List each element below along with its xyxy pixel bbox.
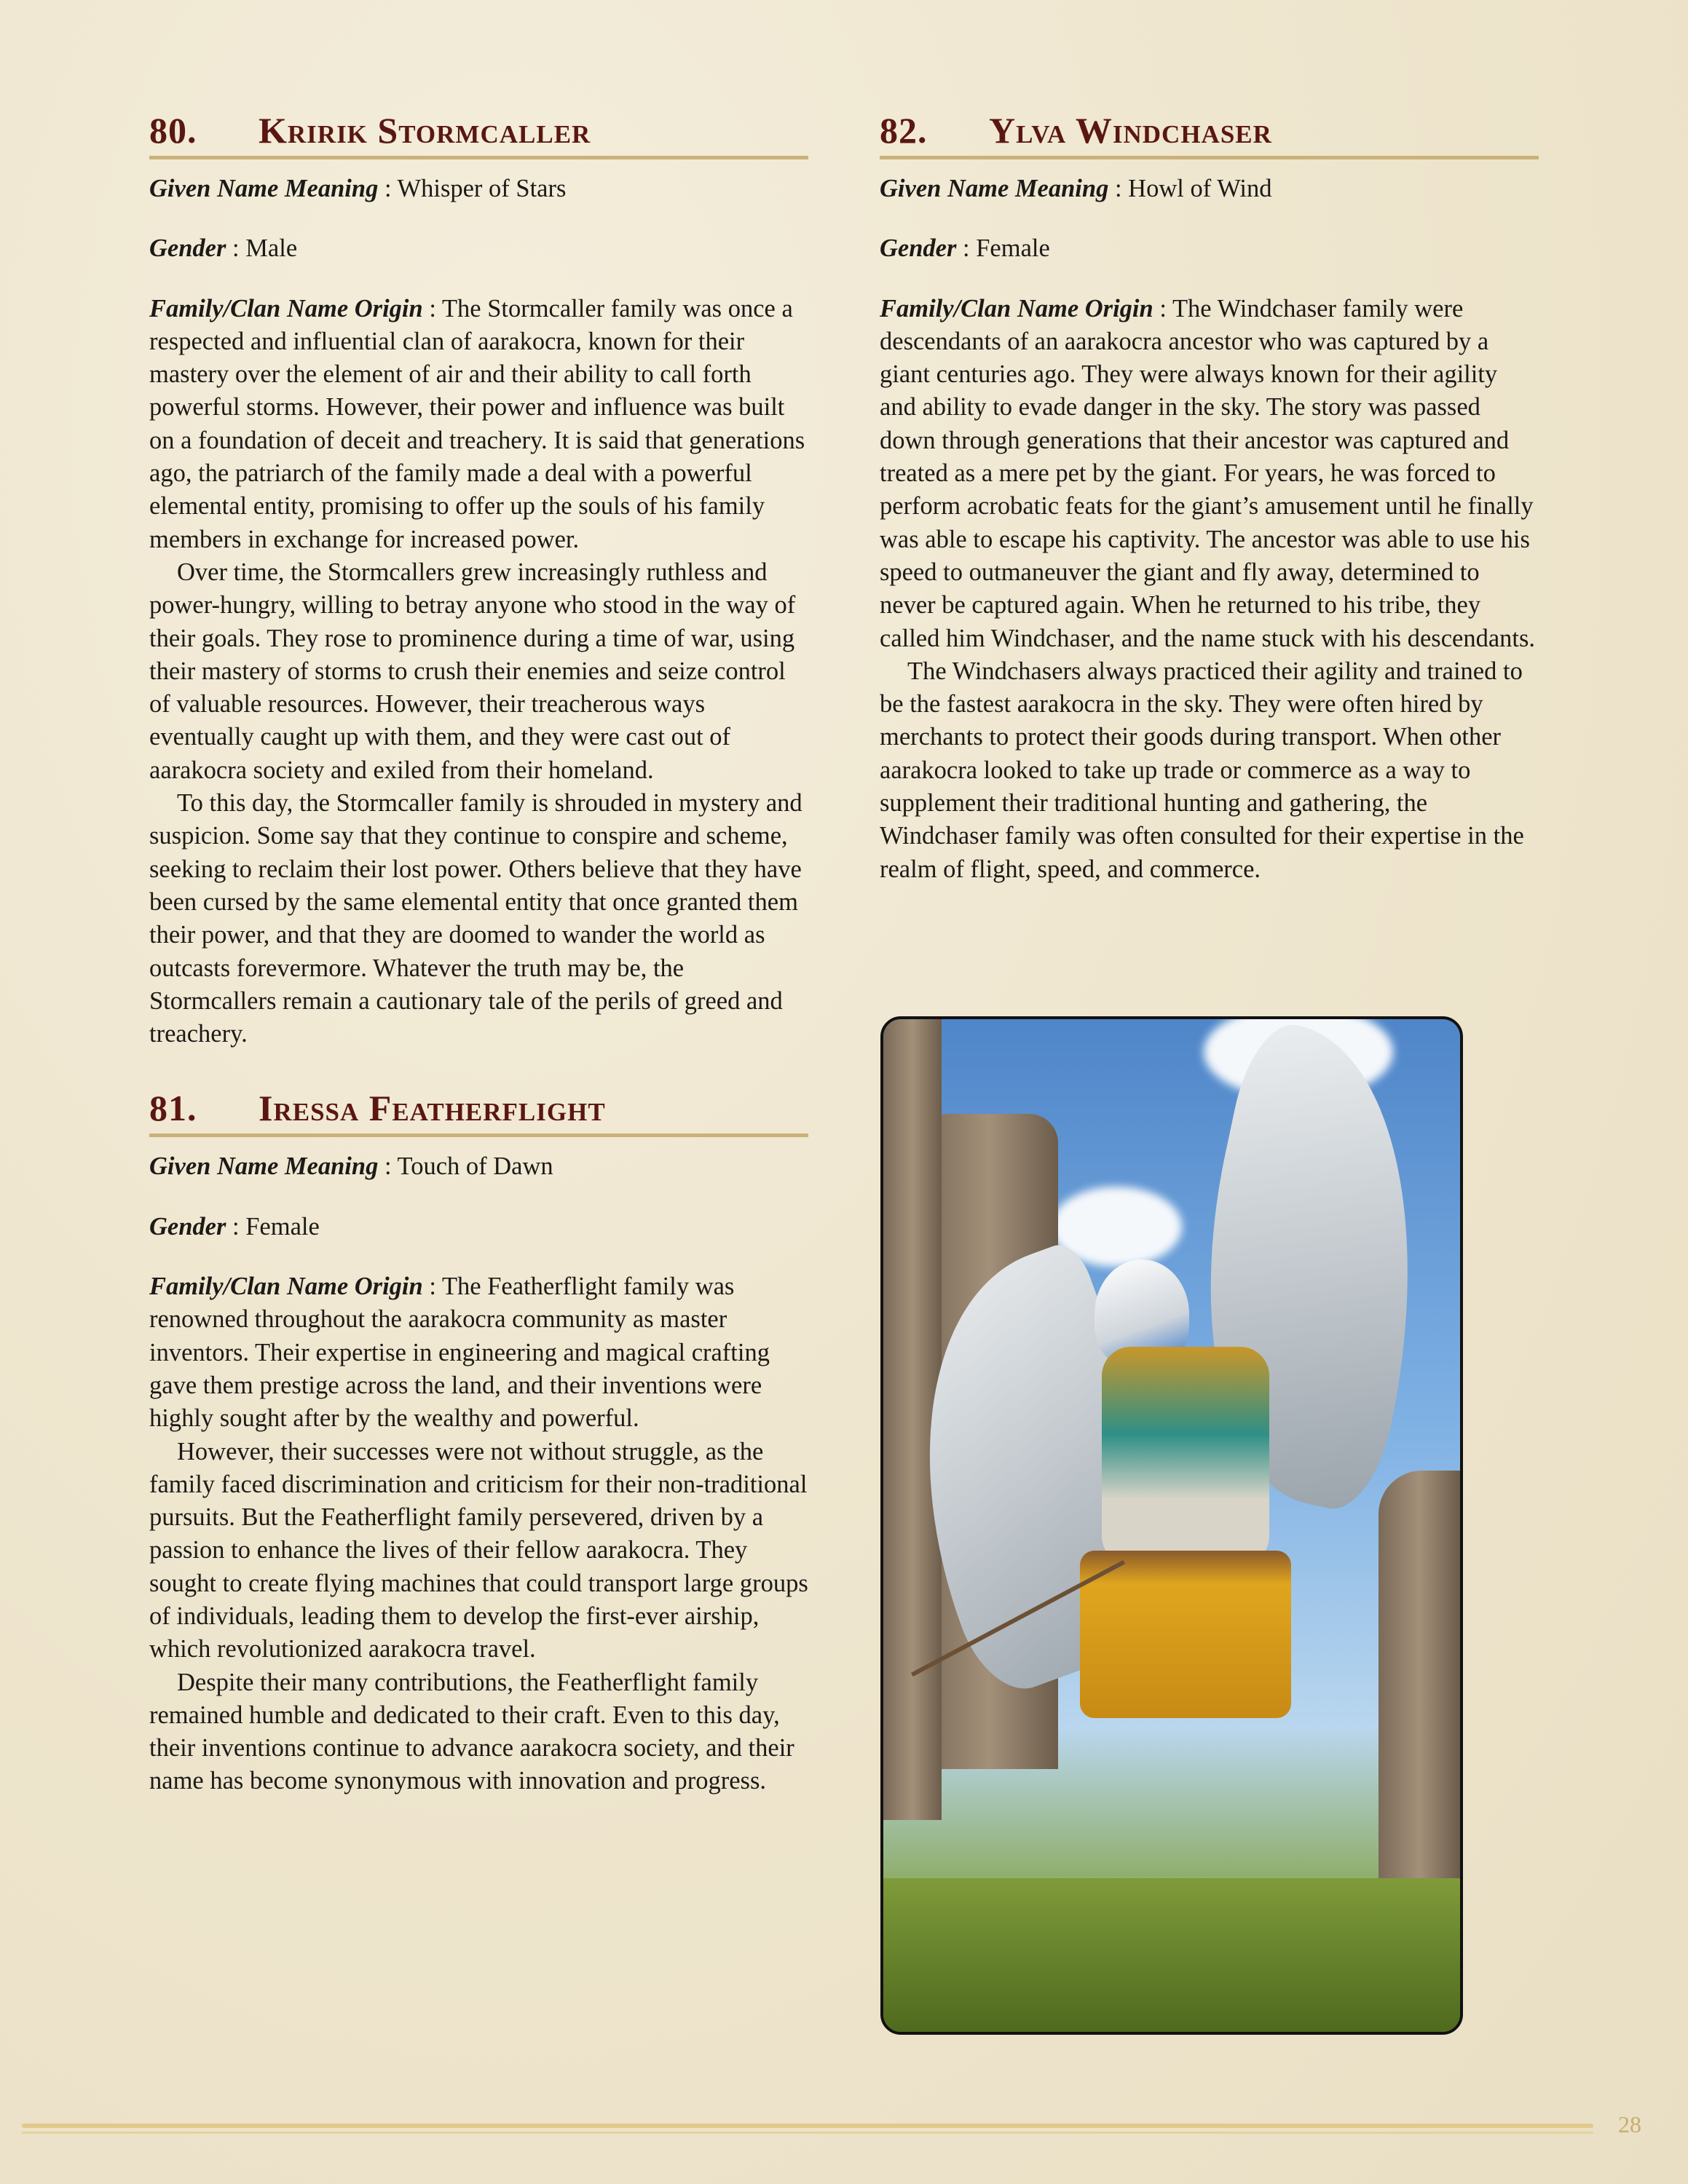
bird-torso	[1102, 1347, 1269, 1565]
grass	[883, 1878, 1460, 2032]
right-column	[880, 109, 1539, 886]
gender-field: Gender : Female	[880, 234, 1050, 263]
entry-number: 80.	[149, 110, 197, 151]
footer-ornament-line	[22, 2132, 1593, 2134]
given-name-field: Given Name Meaning : Touch of Dawn	[149, 1152, 553, 1181]
paragraph: Despite their many contributions, the Featherflight family remained humble and dedicated to their craft. Even to this day, their inventions continue to advance aarakocra society, and their name has become synonymous with innovation and progress.	[149, 1668, 794, 1795]
paragraph: Family/Clan Name Origin : The Stormcaller family was once a respected and influential clan of aarakocra, known for their mastery over the element of air and their ability to call forth powerful storms. However, their power and influence was built on a foundation of deceit and treachery. It is said that generations ago, the patriarch of the family made a deal with a powerful elemental entity, promising to offer up the souls of his family members in exchange for increased power.	[149, 294, 805, 553]
field-label: Family/Clan Name Origin	[149, 1273, 423, 1301]
origin-text	[149, 293, 808, 1051]
field-label: Family/Clan Name Origin	[880, 294, 1153, 323]
field-value: Whisper of Stars	[397, 175, 567, 202]
gender-field: Gender : Female	[149, 1212, 320, 1241]
entry-name: Kririk Stormcaller	[259, 110, 591, 151]
field-value: Touch of Dawn	[397, 1152, 553, 1181]
origin-text	[880, 293, 1539, 886]
field-value: Male	[245, 234, 298, 263]
paragraph-text: The Stormcaller family was once a respected and influential clan of aarakocra, known for their mastery over the element of air and their ability to call forth powerful storms. However, their power and influence was built on a foundation of deceit and treachery. It is said that generations ago, the patriarch of the family made a deal with a powerful elemental entity, promising to offer up the souls of his family members in exchange for increased power.	[149, 294, 805, 553]
page-number: 28	[1618, 2111, 1641, 2137]
entry-81	[149, 1087, 808, 1797]
entry-name: Iressa Featherflight	[259, 1088, 606, 1129]
field-value: Female	[976, 234, 1050, 263]
field-label: Gender	[149, 234, 226, 263]
field-value: Female	[245, 1212, 320, 1241]
field-label: Given Name Meaning	[149, 175, 379, 202]
entry-number: 81.	[149, 1088, 197, 1129]
paragraph-text: The Featherflight family was renowned throughout the aarakocra community as master inventors. Their expertise in engineering and magical crafting gave them prestige across the land, and their inventions were highly sought after by the wealthy and powerful.	[149, 1273, 770, 1433]
yellow-shorts	[1080, 1551, 1291, 1718]
field-label: Given Name Meaning	[149, 1152, 379, 1181]
given-name-field: Given Name Meaning : Whisper of Stars	[149, 175, 567, 202]
entry-number: 82.	[880, 110, 928, 151]
field-value: Howl of Wind	[1128, 175, 1272, 202]
gender-field: Gender : Male	[149, 234, 298, 263]
field-label: Gender	[149, 1212, 226, 1241]
origin-text	[149, 1270, 808, 1798]
paragraph: Over time, the Stormcallers grew increasingly ruthless and power-hungry, willing to betray anyone who stood in the way of their goals. They rose to prominence during a time of war, using their mastery of storms to crush their enemies and seize control of valuable resources. However, their treacherous ways eventually caught up with them, and they were cast out of aarakocra society and exiled from their homeland.	[149, 558, 796, 784]
left-column	[149, 109, 808, 1798]
field-label: Gender	[880, 234, 957, 263]
entry-82	[880, 109, 1539, 886]
field-label: Family/Clan Name Origin	[149, 294, 423, 323]
entry-name: Ylva Windchaser	[989, 110, 1272, 151]
paragraph: To this day, the Stormcaller family is shrouded in mystery and suspicion. Some say that they continue to conspire and scheme, seeking to reclaim their lost power. Others believe that they have been cursed by the same elemental entity that once granted them their power, and that they are doomed to wander the world as outcasts forevermore. Whatever the truth may be, the Stormcallers remain a cautionary tale of the perils of greed and treachery.	[149, 789, 802, 1048]
paragraph: However, their successes were not without struggle, as the family faced discrimination and criticism for their non-traditional pursuits. But the Featherflight family persevered, driven by a passion to enhance the lives of their fellow aarakocra. They sought to create flying machines that could transport large groups of individuals, leading them to develop the first-ever airship, which revolutionized aarakocra travel.	[149, 1437, 808, 1663]
given-name-field: Given Name Meaning : Howl of Wind	[880, 175, 1272, 202]
field-label: Given Name Meaning	[880, 175, 1109, 202]
entry-80	[149, 109, 808, 1051]
entry-heading	[880, 109, 1539, 159]
paragraph: Family/Clan Name Origin : The Featherflight family was renowned throughout the aarakocra community as master inventors. Their expertise in engineering and magical crafting gave them prestige across the land, and their inventions were highly sought after by the wealthy and powerful.	[149, 1273, 770, 1433]
entry-heading	[149, 1087, 808, 1137]
entry-heading	[149, 109, 808, 159]
aarakocra-illustration	[880, 1016, 1463, 2035]
paragraph-text: The Windchaser family were descendants of an aarakocra ancestor who was captured by a giant centuries ago. They were always known for their agility and ability to evade danger in the sky. The story was passed down through generations that their ancestor was captured and treated as a mere pet by the giant. For years, he was forced to perform acrobatic feats for the giant’s amusement until he finally was able to escape his captivity. The ancestor was able to use his speed to outmaneuver the giant and fly away, determined to never be captured again. When he returned to his tribe, they called him Windchaser, and the name stuck with his descendants.	[880, 294, 1536, 652]
paragraph: Family/Clan Name Origin : The Windchaser family were descendants of an aarakocra ancestor who was captured by a giant centuries ago. They were always known for their agility and ability to evade danger in the sky. The story was passed down through generations that their ancestor was captured and treated as a mere pet by the giant. For years, he was forced to perform acrobatic feats for the giant’s amusement until he finally was able to escape his captivity. The ancestor was able to use his speed to outmaneuver the giant and fly away, determined to never be captured again. When he returned to his tribe, they called him Windchaser, and the name stuck with his descendants.	[880, 294, 1536, 652]
footer-ornament	[22, 2124, 1593, 2128]
paragraph: The Windchasers always practiced their agility and trained to be the fastest aarakocra in the sky. They were often hired by merchants to protect their goods during transport. When other aarakocra looked to take up trade or commerce as a way to supplement their traditional hunting and gathering, the Windchaser family was often consulted for their expertise in the realm of flight, speed, and commerce.	[880, 657, 1524, 883]
